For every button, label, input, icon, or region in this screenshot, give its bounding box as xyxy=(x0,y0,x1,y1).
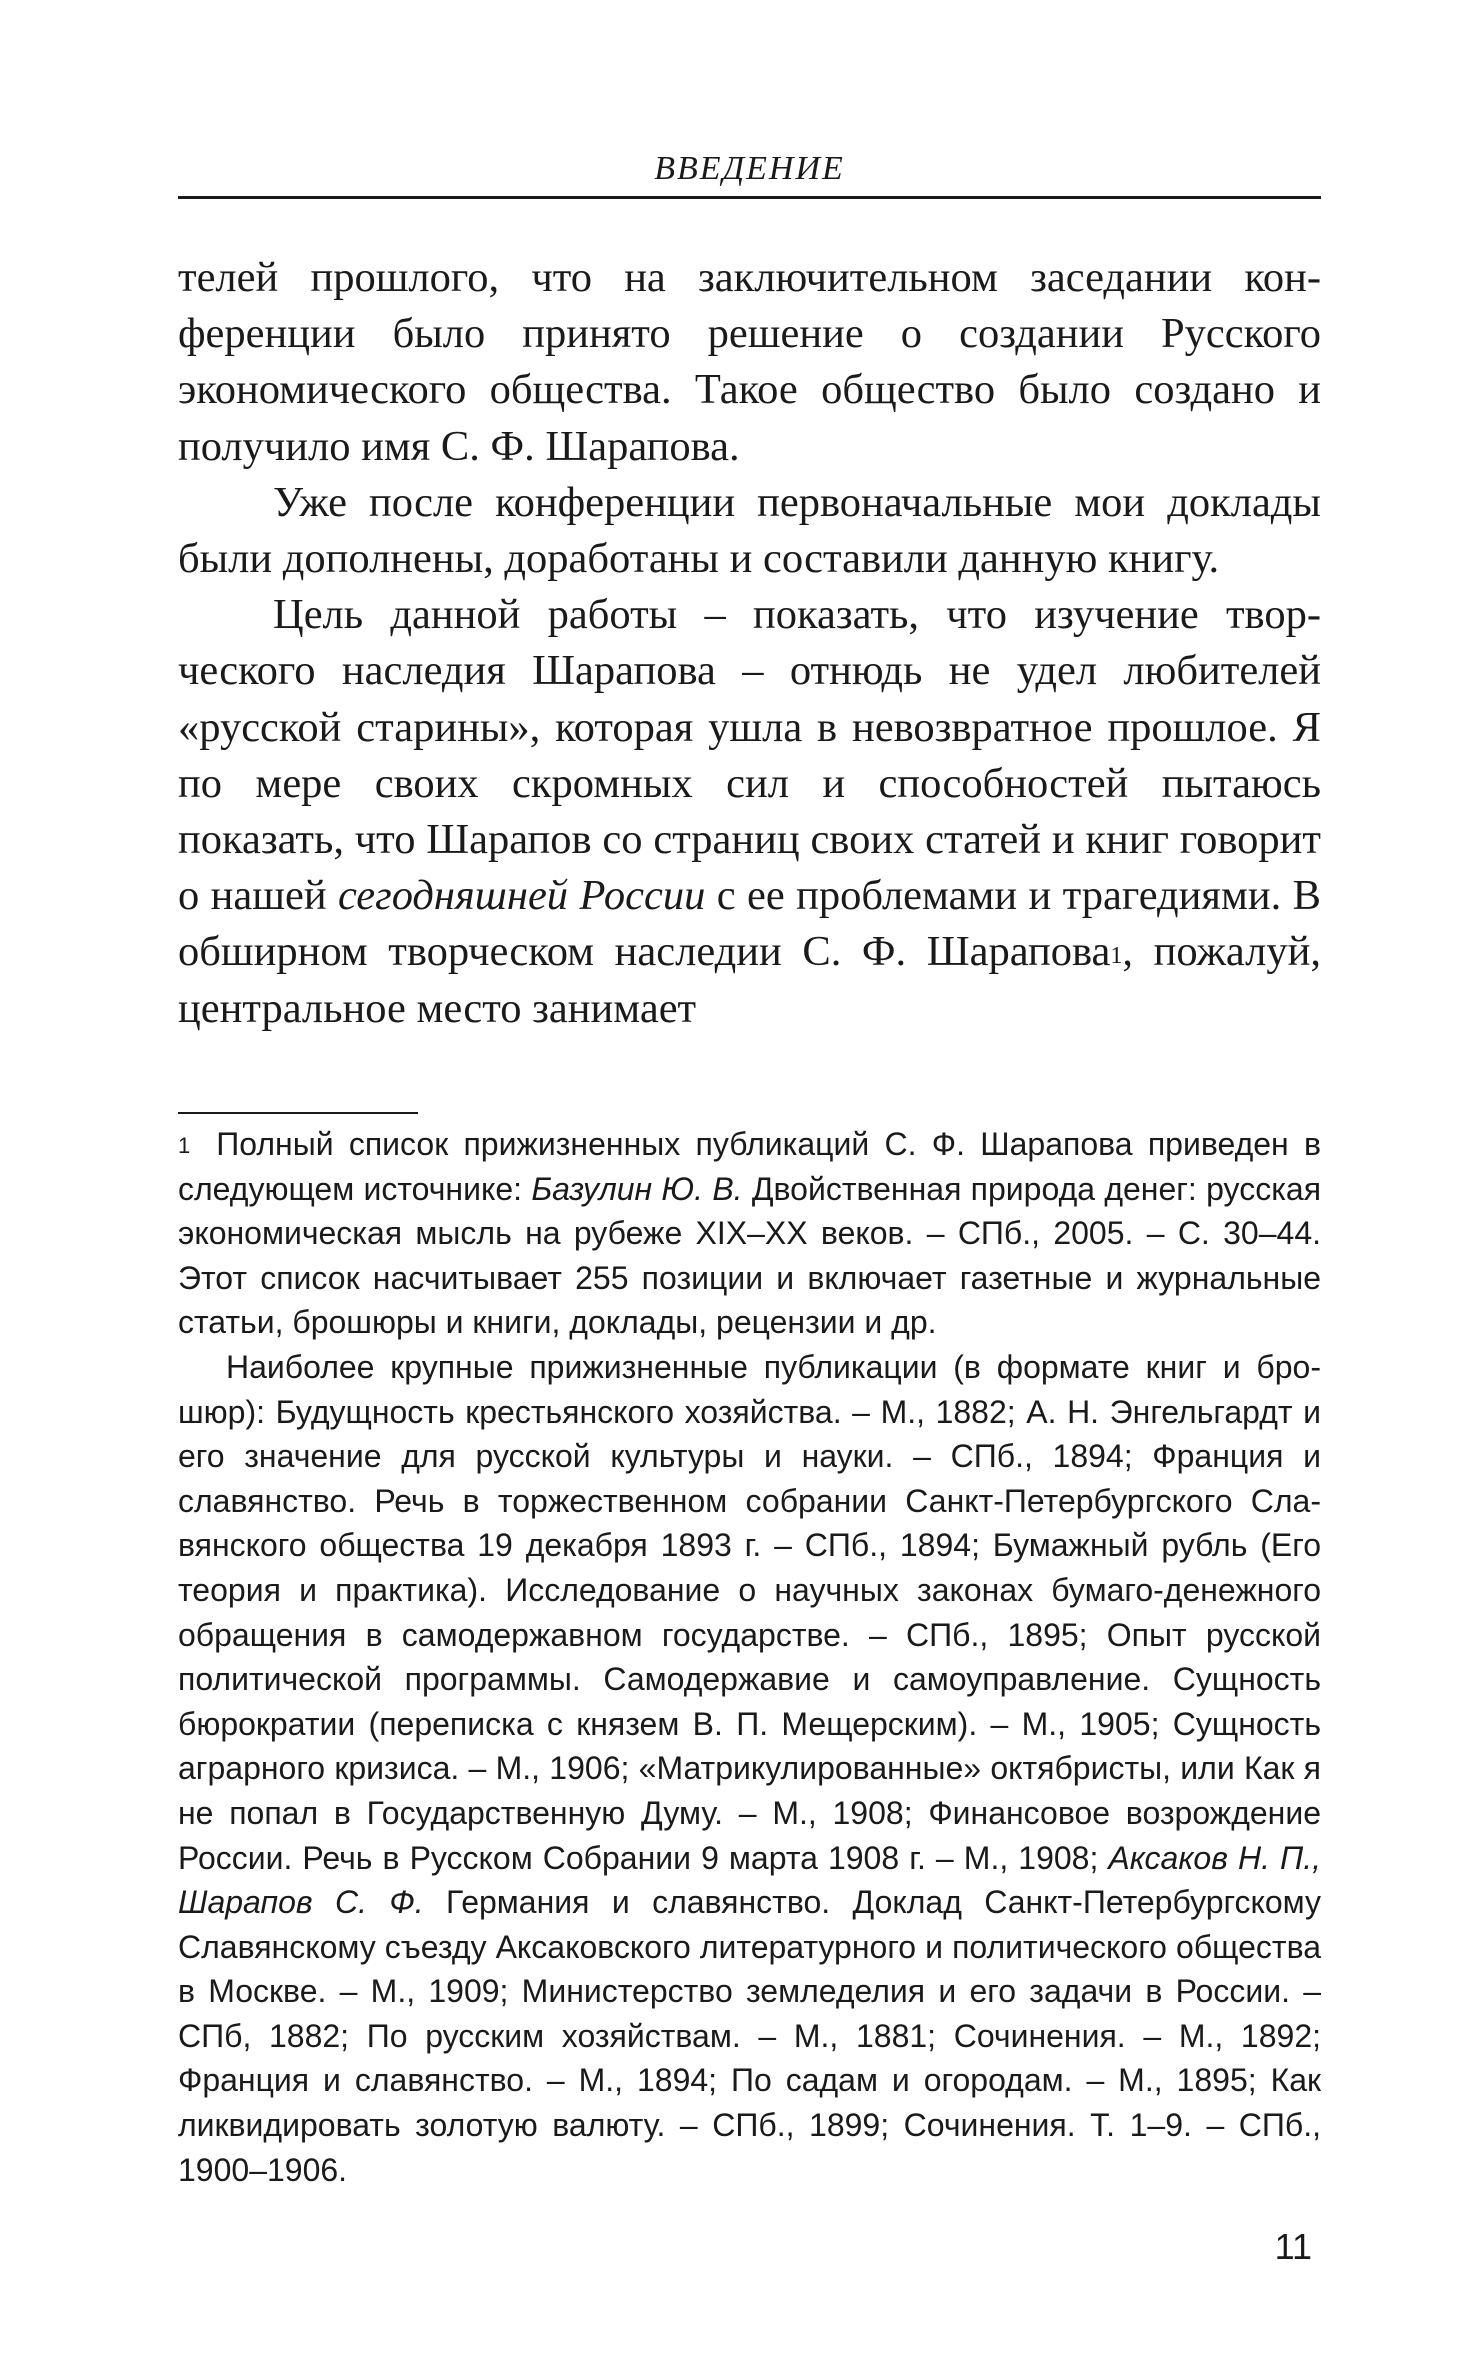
main-text xyxy=(178,250,1321,1037)
footnote-1-continuation xyxy=(178,1345,1321,2192)
running-header: ВВЕДЕНИЕ xyxy=(654,150,845,187)
paragraph-1-text: телей прошлого, что на заключительном заседании конференции было принято решение о создании Русского экономического общества. Такое общество было создано и получило имя С. Ф. Шарапова. xyxy=(178,254,1321,470)
header-rule xyxy=(178,196,1321,199)
footnote-separator xyxy=(178,1112,418,1114)
paragraph-3-text-a: Цель данной работы – показать, что изучение творческого наследия Шарапова – отнюдь не удел любителей «русской старины», которая ушла в невозвратное прошлое. Я по мере своих скромных сил и способностей пытаюсь показать, что Шарапов со страниц своих статей и книг говорит о нашей xyxy=(178,591,1321,920)
footnotes xyxy=(178,1122,1321,2192)
footnote-2-authors: Аксаков Н. П., Шарапов С. Ф. xyxy=(178,1839,1322,1921)
footnote-1-mark: 1 xyxy=(178,1133,191,1158)
footnote-1 xyxy=(178,1122,1321,1345)
paragraph-2-text: Уже после конференции первоначальные мои доклады были дополнены, доработаны и составили данную книгу. xyxy=(178,478,1321,583)
footnote-1-author: Базулин Ю. В. xyxy=(531,1170,743,1207)
paragraph-2 xyxy=(178,475,1321,587)
paragraph-3-text-b: с ее проблемами и трагедиями. В обширном творческом наследии С. Ф. Шарапова xyxy=(178,872,1321,976)
footnote-2-text-b: Германия и славянство. Доклад Санкт-Петербургскому Славянскому съезду Аксаковского литературного и политического общества в Москве. – М., 1909; Министерство земледелия и его задачи в России. – СПб, 1882; По русским хозяйствам. – М., 1881; Сочинения. – М., 1892; Франция и славянство. – М., 1894; По садам и огородам. – М., 1895; Как ликвидировать золотую валюту. – СПб., 1899; Сочинения. Т. 1–9. – СПб., 1900–1906. xyxy=(178,1884,1322,2188)
paragraph-1 xyxy=(178,250,1321,475)
paragraph-3-emphasis: сегодняшней России xyxy=(338,872,706,920)
paragraph-3 xyxy=(178,587,1321,1037)
footnote-2-text-a: Наиболее крупные прижизненные публикации (в формате книг и брошюр): Будущность крестьянского хозяйства. – М., 1882; А. Н. Энгельгардт и его значение для русской культуры и науки. – СПб., 1894; Франция и славянство. Речь в торжественном собрании Санкт-Петербургского Славянского общества 19 декабря 1893 г. – СПб., 1894; Бумажный рубль (Его теория и практика). Исследование о научных законах бумаго-денежного обращения в самодержавном государстве. – СПб., 1895; Опыт русской политической программы. Самодержавие и самоуправление. Сущность бюрократии (переписка с князем В. П. Мещерским). – М., 1905; Сущность аграрного кризиса. – М., 1906; «Матрикулированные» октябристы, или Как я не попал в Государственную Думу. – М., 1908; Финансовое возрождение России. Речь в Русском Собрании 9 марта 1908 г. – М., 1908; xyxy=(178,1348,1321,1876)
footnote-1-text-a: Полный список прижизненных публикаций С. Ф. Шарапова приведен в следующем источнике: xyxy=(178,1126,1321,1207)
paragraph-3-text-c: , пожалуй, центральное место занимает xyxy=(178,928,1321,1032)
footnote-reference[interactable]: 1 xyxy=(1110,943,1123,970)
footnote-1-text-b: Двойственная природа денег: русская экономическая мысль на рубеже XIX–XX веков. – СПб., 2005. – С. 30–44. Этот список насчитывает 255 позиции и включает газетные и журнальные статьи, брошюры и книги, доклады, рецензии и др. xyxy=(178,1170,1322,1341)
page-number: 11 xyxy=(1274,2226,1312,2267)
